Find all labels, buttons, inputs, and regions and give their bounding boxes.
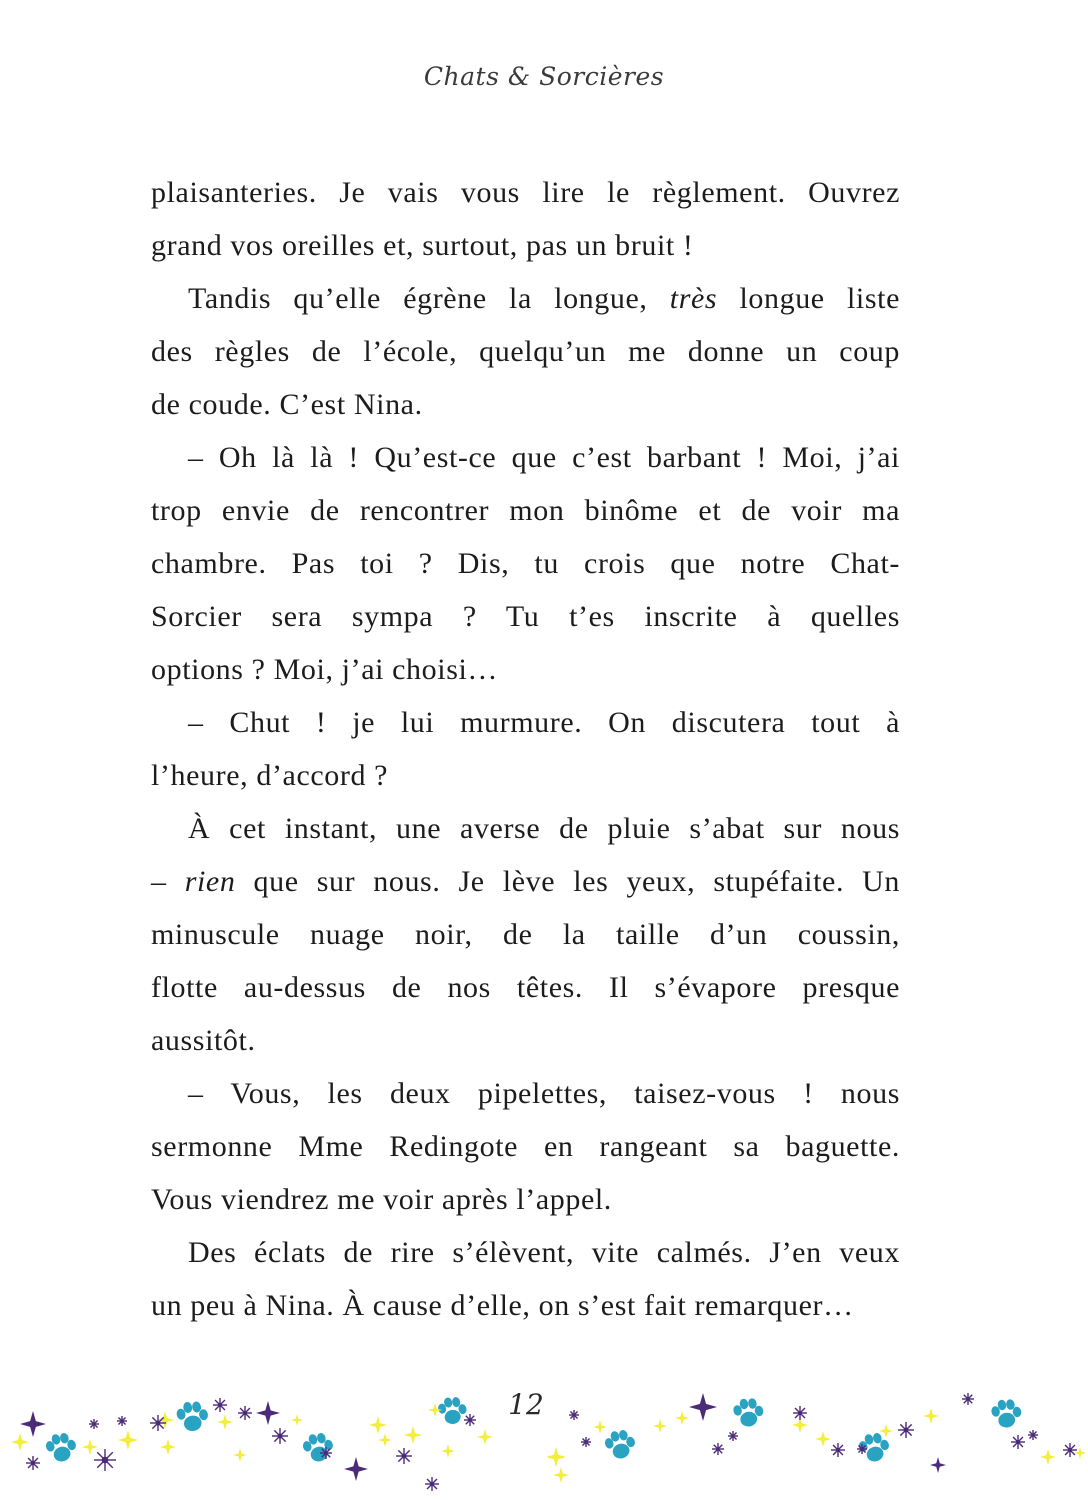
sparkle-star-icon [82,1439,98,1455]
sparkle-star-icon [546,1447,566,1467]
text-segment: Des éclats de rire s’élèvent, vite calmés. J’en veux [188,1236,900,1269]
sparkle-star-icon [291,1414,303,1426]
sparkle-star-icon [441,1444,455,1458]
text-line [151,1173,900,1226]
text-segment: sermonne Mme Redingote en rangeant sa baguette. [151,1130,900,1163]
sparkle-star-icon [653,1419,667,1433]
paw-print-icon [300,1430,336,1465]
asterisk-star-icon [213,1398,227,1412]
paw-print-icon [602,1427,638,1462]
text-line [151,272,900,325]
sparkle-star-icon [815,1431,831,1447]
text-segment: des règles de l’école, quelqu’un me donne un coup [151,335,900,368]
sparkle-star-icon [160,1439,176,1455]
sparkle-star-icon [1074,1447,1086,1459]
asterisk-star-icon [238,1406,252,1420]
asterisk-star-icon [272,1428,288,1444]
text-line [151,643,900,696]
asterisk-star-icon [150,1415,166,1431]
asterisk-star-icon [831,1443,845,1457]
text-segment: de coude. C’est Nina. [151,388,423,421]
sparkle-star-icon [930,1457,946,1473]
text-line [151,378,900,431]
text-segment: longue liste [717,282,900,315]
text-line [151,219,900,272]
text-segment: chambre. Pas toi ? Dis, tu crois que notre Chat- [151,547,900,580]
sparkle-star-icon [20,1411,46,1437]
text-line [151,1226,900,1279]
sparkle-star-icon [118,1430,138,1450]
text-line [151,749,900,802]
paw-print-icon [436,1395,468,1426]
asterisk-star-icon [94,1449,116,1471]
asterisk-star-icon [581,1437,591,1447]
text-segment: – Chut ! je lui murmure. On discutera tout à [188,706,900,739]
sparkle-star-icon [378,1433,392,1447]
text-segment: – Oh là là ! Qu’est-ce que c’est barbant ! Moi, j’ai [188,441,900,474]
sparkle-star-icon [369,1416,387,1434]
asterisk-star-icon [857,1444,867,1454]
text-segment: – [151,865,185,898]
text-segment: – Vous, les deux pipelettes, taisez-vous ! nous [188,1077,900,1110]
asterisk-star-icon [728,1431,738,1441]
asterisk-star-icon [712,1443,724,1455]
text-line [151,537,900,590]
text-segment: trop envie de rencontrer mon binôme et de voir ma [151,494,900,527]
asterisk-star-icon [396,1448,412,1464]
sparkle-star-icon [593,1420,607,1434]
paw-print-icon [990,1397,1024,1430]
sparkle-star-icon [1040,1449,1056,1465]
text-segment: que sur nous. Je lève les yeux, stupéfaite. Un [235,865,900,898]
emphasis-text: rien [184,865,236,898]
paragraph [151,272,900,431]
asterisk-star-icon [89,1419,99,1429]
text-line [151,802,900,855]
sparkle-star-icon [553,1467,569,1483]
sparkle-star-icon [477,1429,493,1445]
text-segment: Vous viendrez me voir après l’appel. [151,1183,612,1216]
text-segment: options ? Moi, j’ai choisi… [151,653,499,686]
asterisk-star-icon [1028,1430,1038,1440]
sparkle-star-icon [233,1448,247,1462]
text-segment: grand vos oreilles et, surtout, pas un bruit ! [151,229,694,262]
paragraph [151,1226,900,1332]
asterisk-star-icon [898,1422,914,1438]
asterisk-star-icon [320,1447,332,1459]
asterisk-star-icon [962,1393,974,1405]
text-line [151,325,900,378]
sparkle-star-icon [923,1408,939,1424]
text-segment: l’heure, d’accord ? [151,759,389,792]
text-line [151,1120,900,1173]
text-line [151,590,900,643]
asterisk-star-icon [1011,1435,1025,1449]
text-line [151,1067,900,1120]
sparkle-star-icon [879,1424,893,1438]
paragraph [151,696,900,802]
text-line [151,431,900,484]
sparkle-star-icon [11,1433,29,1451]
sparkle-star-icon [344,1457,368,1481]
asterisk-star-icon [117,1416,127,1426]
text-line [151,855,900,908]
sparkle-star-icon [217,1414,233,1430]
page-number: 12 [508,1388,544,1421]
text-segment: Tandis qu’elle égrène la longue, [188,282,670,315]
paragraph [151,166,900,272]
text-line [151,484,900,537]
paw-print-icon [43,1430,79,1465]
text-line [151,961,900,1014]
text-line [151,1014,900,1067]
asterisk-star-icon [26,1456,40,1470]
asterisk-star-icon [1063,1443,1077,1457]
text-segment: un peu à Nina. À cause d’elle, on s’est fait remarquer… [151,1289,854,1322]
text-line [151,166,900,219]
text-segment: À cet instant, une averse de pluie s’abat sur nous [188,812,900,845]
text-segment: aussitôt. [151,1024,256,1057]
asterisk-star-icon [425,1477,439,1491]
paragraph [151,802,900,1067]
text-line [151,1279,900,1332]
text-segment: minuscule nuage noir, de la taille d’un coussin, [151,918,900,951]
paw-print-icon [175,1399,210,1434]
sparkle-star-icon [675,1411,689,1425]
sparkle-star-icon [689,1393,717,1421]
emphasis-text: très [669,282,718,315]
running-head: Chats & Sorcières [423,62,665,91]
footer-decoration [0,1380,1088,1500]
asterisk-star-icon [464,1414,476,1426]
paw-print-icon [732,1396,766,1429]
text-segment: plaisanteries. Je vais vous lire le règlement. Ouvrez [151,176,900,209]
paragraph [151,1067,900,1226]
paragraph [151,431,900,696]
text-line [151,908,900,961]
text-segment: flotte au-dessus de nos têtes. Il s’évapore presque [151,971,900,1004]
sparkle-star-icon [256,1401,280,1425]
text-line [151,696,900,749]
text-segment: Sorcier sera sympa ? Tu t’es inscrite à quelles [151,600,900,633]
asterisk-star-icon [569,1410,579,1420]
asterisk-star-icon [793,1406,807,1420]
sparkle-star-icon [404,1426,422,1444]
body-text [151,166,900,1332]
